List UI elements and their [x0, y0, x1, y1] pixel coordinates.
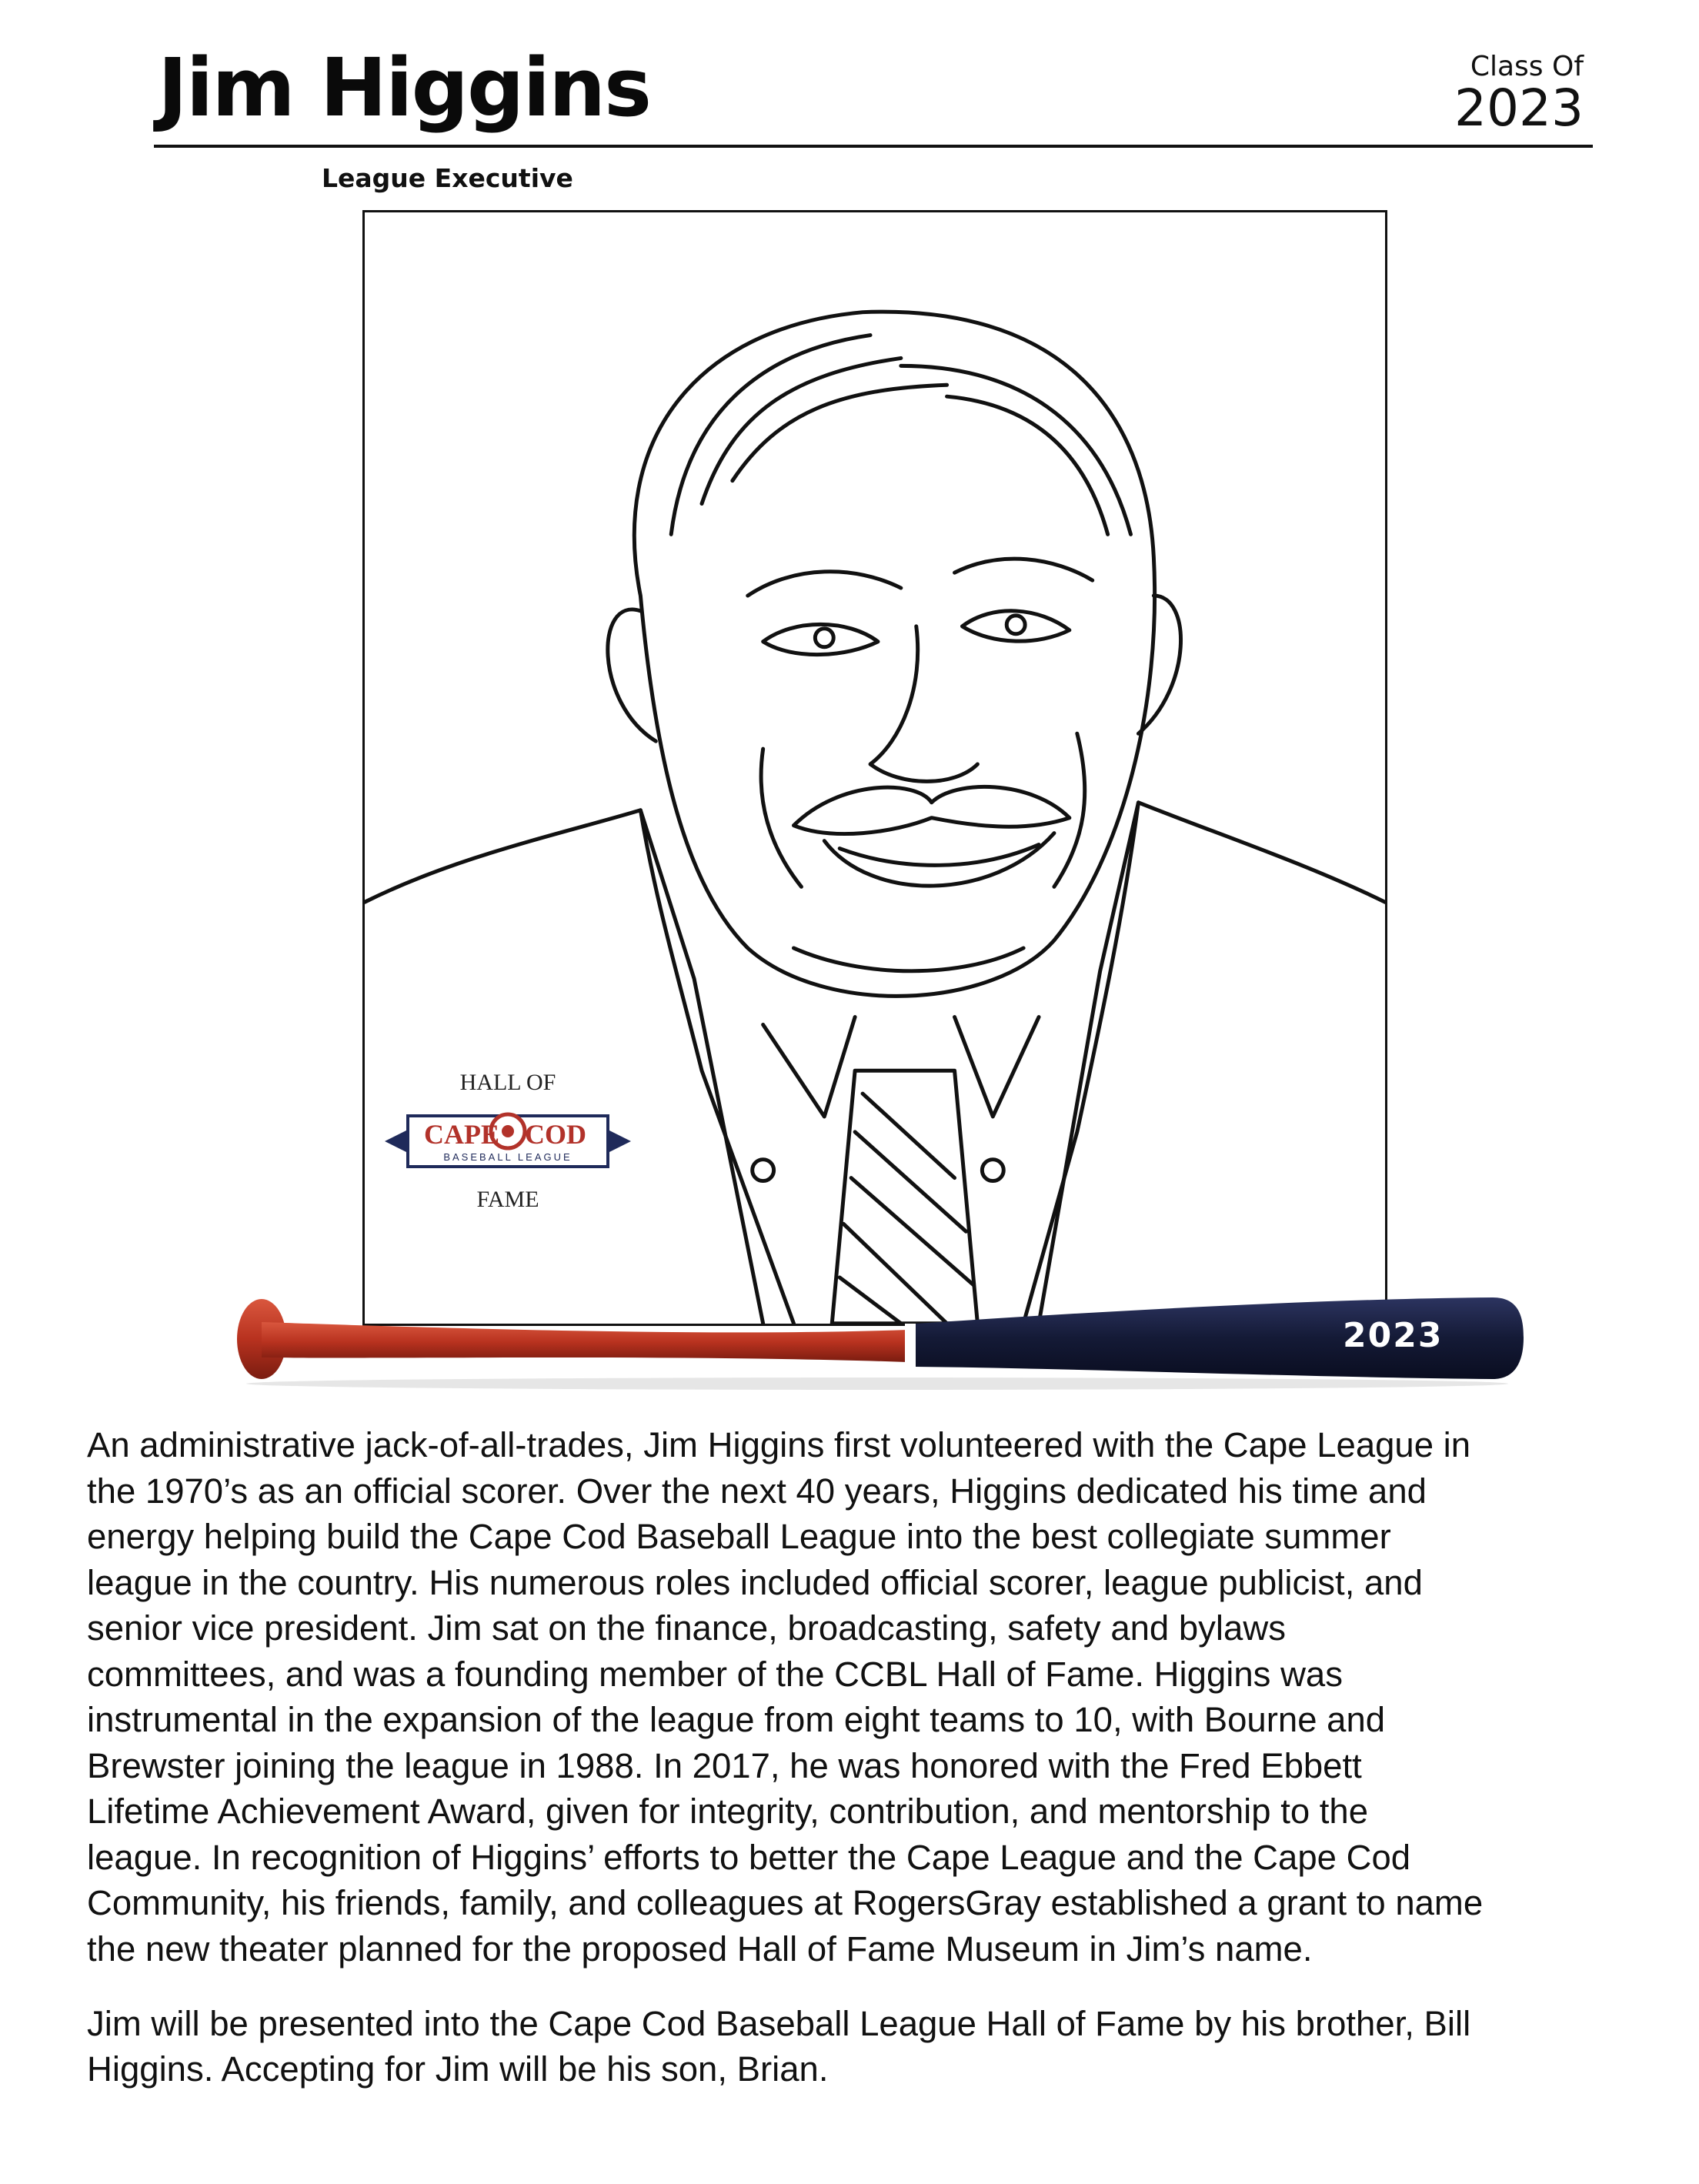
cape-cod-logo-icon — [385, 1099, 631, 1184]
role-subtitle: League Executive — [322, 163, 573, 193]
logo-word-right: COD — [525, 1119, 586, 1150]
bat-year-label: 2023 — [1343, 1316, 1444, 1355]
logo-subtext: BASEBALL LEAGUE — [443, 1151, 572, 1163]
title-rule — [154, 145, 1593, 148]
class-of-label: Class Of — [1470, 51, 1584, 82]
hall-of-fame-badge — [385, 1070, 631, 1216]
hof-bottom-text: FAME — [476, 1187, 539, 1212]
class-year: 2023 — [1454, 78, 1584, 138]
page-title: Jim Higgins — [158, 41, 651, 135]
baseball-bat-icon — [231, 1284, 1524, 1395]
hof-top-text: HALL OF — [459, 1070, 556, 1095]
logo-word-left: CAPE — [424, 1119, 499, 1150]
closing-paragraph: Jim will be presented into the Cape Cod Baseball League Hall of Fame by his brother, Bill Higgins. Accepting for Jim will be his son, Brian. — [87, 2004, 1471, 2089]
biography-paragraph: An administrative jack-of-all-trades, Jim Higgins first volunteered with the Cape League in the 1970’s as an official scorer. Over the next 40 years, Higgins dedicated his time and energy helping build the Cape Cod Baseball League into the best collegiate summer league in the country. His numerous roles included official scorer, league publicist, and senior vice president. Jim sat on the finance, broadcasting, safety and bylaws committees, and was a founding member of the CCBL Hall of Fame. Higgins was instrumental in the expansion of the league from eight teams to 10, with Bourne and Brewster joining the league in 1988. In 2017, he was honored with the Fred Ebbett Lifetime Achievement Award, given for integrity, contribution, and mentorship to the league. In recognition of Higgins’ efforts to better the Cape League and the Cape Cod Community, his friends, family, and colleagues at RogersGray established a grant to name the new theater planned for the proposed Hall of Fame Museum in Jim’s name. — [87, 1425, 1484, 1969]
